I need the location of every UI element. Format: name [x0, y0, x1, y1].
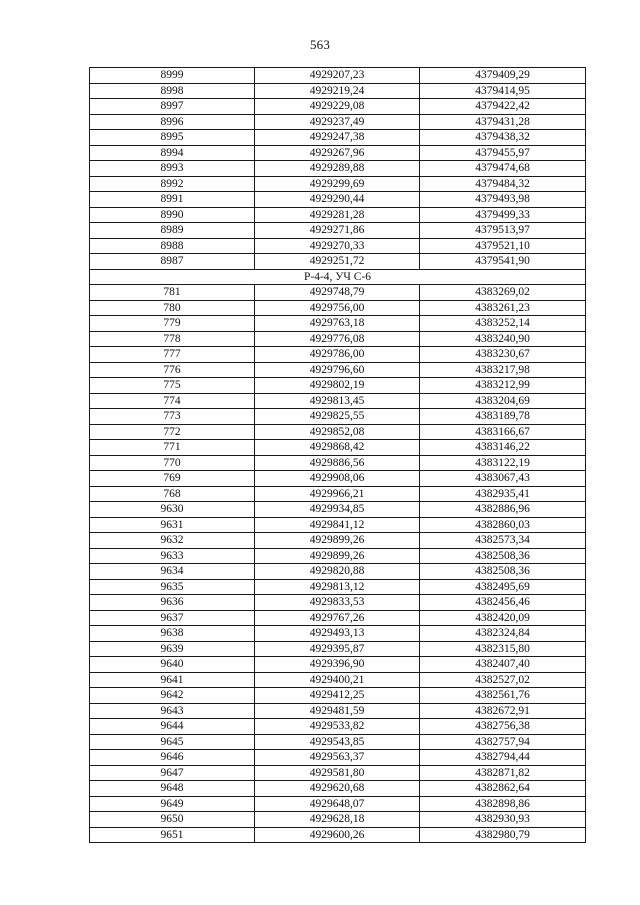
- y-coordinate-cell: 4382527,02: [420, 672, 586, 688]
- y-coordinate-cell: 4382508,36: [420, 564, 586, 580]
- table-row: [90, 347, 586, 363]
- x-coordinate-cell: 4929628,18: [255, 812, 420, 828]
- point-number-cell: 781: [90, 285, 255, 301]
- x-coordinate-cell: 4929966,21: [255, 486, 420, 502]
- point-number-cell: 9634: [90, 564, 255, 580]
- x-coordinate-cell: 4929289,88: [255, 161, 420, 177]
- point-number-cell: 769: [90, 471, 255, 487]
- x-coordinate-cell: 4929841,12: [255, 517, 420, 533]
- point-number-cell: 8988: [90, 238, 255, 254]
- table-row: [90, 238, 586, 254]
- x-coordinate-cell: 4929620,68: [255, 781, 420, 797]
- y-coordinate-cell: 4383122,19: [420, 455, 586, 471]
- point-number-cell: 8998: [90, 83, 255, 99]
- table-row: [90, 517, 586, 533]
- x-coordinate-cell: 4929396,90: [255, 657, 420, 673]
- table-row: [90, 440, 586, 456]
- y-coordinate-cell: 4382860,03: [420, 517, 586, 533]
- point-number-cell: 9647: [90, 765, 255, 781]
- x-coordinate-cell: 4929886,56: [255, 455, 420, 471]
- table-row: [90, 455, 586, 471]
- point-number-cell: 9631: [90, 517, 255, 533]
- point-number-cell: 9638: [90, 626, 255, 642]
- y-coordinate-cell: 4382573,34: [420, 533, 586, 549]
- x-coordinate-cell: 4929251,72: [255, 254, 420, 270]
- table-row: [90, 781, 586, 797]
- y-coordinate-cell: 4383067,43: [420, 471, 586, 487]
- x-coordinate-cell: 4929299,69: [255, 176, 420, 192]
- x-coordinate-cell: 4929833,53: [255, 595, 420, 611]
- y-coordinate-cell: 4383261,23: [420, 300, 586, 316]
- point-number-cell: 9637: [90, 610, 255, 626]
- coordinates-table: [89, 67, 586, 843]
- table-row: [90, 579, 586, 595]
- table-row: [90, 564, 586, 580]
- x-coordinate-cell: 4929493,13: [255, 626, 420, 642]
- y-coordinate-cell: 4382315,80: [420, 641, 586, 657]
- x-coordinate-cell: 4929271,86: [255, 223, 420, 239]
- point-number-cell: 774: [90, 393, 255, 409]
- x-coordinate-cell: 4929802,19: [255, 378, 420, 394]
- x-coordinate-cell: 4929763,18: [255, 316, 420, 332]
- table-row: [90, 130, 586, 146]
- x-coordinate-cell: 4929395,87: [255, 641, 420, 657]
- table-row: [90, 641, 586, 657]
- x-coordinate-cell: 4929270,33: [255, 238, 420, 254]
- y-coordinate-cell: 4383204,69: [420, 393, 586, 409]
- y-coordinate-cell: 4383189,78: [420, 409, 586, 425]
- table-row: [90, 812, 586, 828]
- point-number-cell: 9649: [90, 796, 255, 812]
- y-coordinate-cell: 4382898,86: [420, 796, 586, 812]
- table-row: [90, 719, 586, 735]
- point-number-cell: 9632: [90, 533, 255, 549]
- x-coordinate-cell: 4929648,07: [255, 796, 420, 812]
- x-coordinate-cell: 4929748,79: [255, 285, 420, 301]
- point-number-cell: 771: [90, 440, 255, 456]
- x-coordinate-cell: 4929767,26: [255, 610, 420, 626]
- point-number-cell: 9640: [90, 657, 255, 673]
- y-coordinate-cell: 4382324,84: [420, 626, 586, 642]
- table-row: [90, 300, 586, 316]
- table-row: [90, 657, 586, 673]
- point-number-cell: 770: [90, 455, 255, 471]
- y-coordinate-cell: 4379499,33: [420, 207, 586, 223]
- point-number-cell: 8997: [90, 99, 255, 115]
- point-number-cell: 8995: [90, 130, 255, 146]
- y-coordinate-cell: 4382407,40: [420, 657, 586, 673]
- x-coordinate-cell: 4929813,12: [255, 579, 420, 595]
- y-coordinate-cell: 4379513,97: [420, 223, 586, 239]
- x-coordinate-cell: 4929600,26: [255, 827, 420, 843]
- page-number: 563: [309, 37, 331, 52]
- point-number-cell: 9639: [90, 641, 255, 657]
- point-number-cell: 8996: [90, 114, 255, 130]
- table-row: [90, 145, 586, 161]
- x-coordinate-cell: 4929229,08: [255, 99, 420, 115]
- table-row: [90, 796, 586, 812]
- x-coordinate-cell: 4929237,49: [255, 114, 420, 130]
- table-row: [90, 207, 586, 223]
- point-number-cell: 8987: [90, 254, 255, 270]
- table-row: [90, 734, 586, 750]
- point-number-cell: 9645: [90, 734, 255, 750]
- y-coordinate-cell: 4383217,98: [420, 362, 586, 378]
- point-number-cell: 9651: [90, 827, 255, 843]
- table-row: [90, 99, 586, 115]
- x-coordinate-cell: 4929207,23: [255, 68, 420, 84]
- point-number-cell: 9643: [90, 703, 255, 719]
- table-row: [90, 626, 586, 642]
- y-coordinate-cell: 4382930,93: [420, 812, 586, 828]
- table-row: [90, 83, 586, 99]
- y-coordinate-cell: 4383166,67: [420, 424, 586, 440]
- x-coordinate-cell: 4929281,28: [255, 207, 420, 223]
- table-row: [90, 176, 586, 192]
- y-coordinate-cell: 4382935,41: [420, 486, 586, 502]
- y-coordinate-cell: 4379493,98: [420, 192, 586, 208]
- x-coordinate-cell: 4929899,26: [255, 533, 420, 549]
- section-heading: Р-4-4, УЧ С-6: [90, 269, 586, 285]
- point-number-cell: 9630: [90, 502, 255, 518]
- x-coordinate-cell: 4929868,42: [255, 440, 420, 456]
- x-coordinate-cell: 4929820,88: [255, 564, 420, 580]
- table-row: [90, 223, 586, 239]
- y-coordinate-cell: 4382862,64: [420, 781, 586, 797]
- point-number-cell: 9641: [90, 672, 255, 688]
- y-coordinate-cell: 4383252,14: [420, 316, 586, 332]
- y-coordinate-cell: 4382980,79: [420, 827, 586, 843]
- point-number-cell: 8992: [90, 176, 255, 192]
- y-coordinate-cell: 4382757,94: [420, 734, 586, 750]
- point-number-cell: 9636: [90, 595, 255, 611]
- y-coordinate-cell: 4382420,09: [420, 610, 586, 626]
- x-coordinate-cell: 4929776,08: [255, 331, 420, 347]
- point-number-cell: 8991: [90, 192, 255, 208]
- section-heading-row: [90, 269, 586, 285]
- table-row: [90, 114, 586, 130]
- point-number-cell: 773: [90, 409, 255, 425]
- x-coordinate-cell: 4929786,00: [255, 347, 420, 363]
- table-row: [90, 362, 586, 378]
- point-number-cell: 780: [90, 300, 255, 316]
- point-number-cell: 775: [90, 378, 255, 394]
- y-coordinate-cell: 4383212,99: [420, 378, 586, 394]
- table-row: [90, 595, 586, 611]
- y-coordinate-cell: 4382508,36: [420, 548, 586, 564]
- point-number-cell: 9633: [90, 548, 255, 564]
- y-coordinate-cell: 4379414,95: [420, 83, 586, 99]
- y-coordinate-cell: 4379409,29: [420, 68, 586, 84]
- coordinates-table-body: [90, 68, 586, 843]
- point-number-cell: 768: [90, 486, 255, 502]
- x-coordinate-cell: 4929412,25: [255, 688, 420, 704]
- table-row: [90, 533, 586, 549]
- y-coordinate-cell: 4383269,02: [420, 285, 586, 301]
- x-coordinate-cell: 4929756,00: [255, 300, 420, 316]
- point-number-cell: 779: [90, 316, 255, 332]
- table-row: [90, 409, 586, 425]
- x-coordinate-cell: 4929290,44: [255, 192, 420, 208]
- table-row: [90, 393, 586, 409]
- table-row: [90, 378, 586, 394]
- x-coordinate-cell: 4929825,55: [255, 409, 420, 425]
- table-row: [90, 471, 586, 487]
- x-coordinate-cell: 4929813,45: [255, 393, 420, 409]
- y-coordinate-cell: 4379521,10: [420, 238, 586, 254]
- point-number-cell: 9646: [90, 750, 255, 766]
- x-coordinate-cell: 4929533,82: [255, 719, 420, 735]
- table-row: [90, 548, 586, 564]
- y-coordinate-cell: 4383146,22: [420, 440, 586, 456]
- point-number-cell: 9644: [90, 719, 255, 735]
- point-number-cell: 9648: [90, 781, 255, 797]
- x-coordinate-cell: 4929247,38: [255, 130, 420, 146]
- table-row: [90, 68, 586, 84]
- x-coordinate-cell: 4929543,85: [255, 734, 420, 750]
- y-coordinate-cell: 4383230,67: [420, 347, 586, 363]
- y-coordinate-cell: 4382495,69: [420, 579, 586, 595]
- table-row: [90, 703, 586, 719]
- point-number-cell: 777: [90, 347, 255, 363]
- x-coordinate-cell: 4929852,08: [255, 424, 420, 440]
- table-row: [90, 161, 586, 177]
- table-row: [90, 254, 586, 270]
- x-coordinate-cell: 4929267,96: [255, 145, 420, 161]
- y-coordinate-cell: 4379455,97: [420, 145, 586, 161]
- y-coordinate-cell: 4383240,90: [420, 331, 586, 347]
- x-coordinate-cell: 4929899,26: [255, 548, 420, 564]
- point-number-cell: 9635: [90, 579, 255, 595]
- table-row: [90, 331, 586, 347]
- y-coordinate-cell: 4379484,32: [420, 176, 586, 192]
- table-row: [90, 610, 586, 626]
- table-row: [90, 424, 586, 440]
- point-number-cell: 8989: [90, 223, 255, 239]
- y-coordinate-cell: 4382756,38: [420, 719, 586, 735]
- y-coordinate-cell: 4379422,42: [420, 99, 586, 115]
- x-coordinate-cell: 4929219,24: [255, 83, 420, 99]
- y-coordinate-cell: 4382871,82: [420, 765, 586, 781]
- y-coordinate-cell: 4382456,46: [420, 595, 586, 611]
- x-coordinate-cell: 4929908,06: [255, 471, 420, 487]
- y-coordinate-cell: 4382886,96: [420, 502, 586, 518]
- y-coordinate-cell: 4379438,32: [420, 130, 586, 146]
- point-number-cell: 9642: [90, 688, 255, 704]
- point-number-cell: 776: [90, 362, 255, 378]
- table-row: [90, 192, 586, 208]
- y-coordinate-cell: 4382794,44: [420, 750, 586, 766]
- x-coordinate-cell: 4929934,85: [255, 502, 420, 518]
- y-coordinate-cell: 4382561,76: [420, 688, 586, 704]
- point-number-cell: 8993: [90, 161, 255, 177]
- x-coordinate-cell: 4929796,60: [255, 362, 420, 378]
- y-coordinate-cell: 4379541,90: [420, 254, 586, 270]
- x-coordinate-cell: 4929400,21: [255, 672, 420, 688]
- x-coordinate-cell: 4929563,37: [255, 750, 420, 766]
- table-row: [90, 765, 586, 781]
- point-number-cell: 9650: [90, 812, 255, 828]
- point-number-cell: 778: [90, 331, 255, 347]
- table-row: [90, 672, 586, 688]
- point-number-cell: 8994: [90, 145, 255, 161]
- table-row: [90, 316, 586, 332]
- y-coordinate-cell: 4379474,68: [420, 161, 586, 177]
- table-row: [90, 750, 586, 766]
- table-row: [90, 827, 586, 843]
- point-number-cell: 8999: [90, 68, 255, 84]
- table-row: [90, 285, 586, 301]
- table-row: [90, 486, 586, 502]
- point-number-cell: 8990: [90, 207, 255, 223]
- table-row: [90, 502, 586, 518]
- x-coordinate-cell: 4929581,80: [255, 765, 420, 781]
- y-coordinate-cell: 4382672,91: [420, 703, 586, 719]
- y-coordinate-cell: 4379431,28: [420, 114, 586, 130]
- x-coordinate-cell: 4929481,59: [255, 703, 420, 719]
- point-number-cell: 772: [90, 424, 255, 440]
- table-row: [90, 688, 586, 704]
